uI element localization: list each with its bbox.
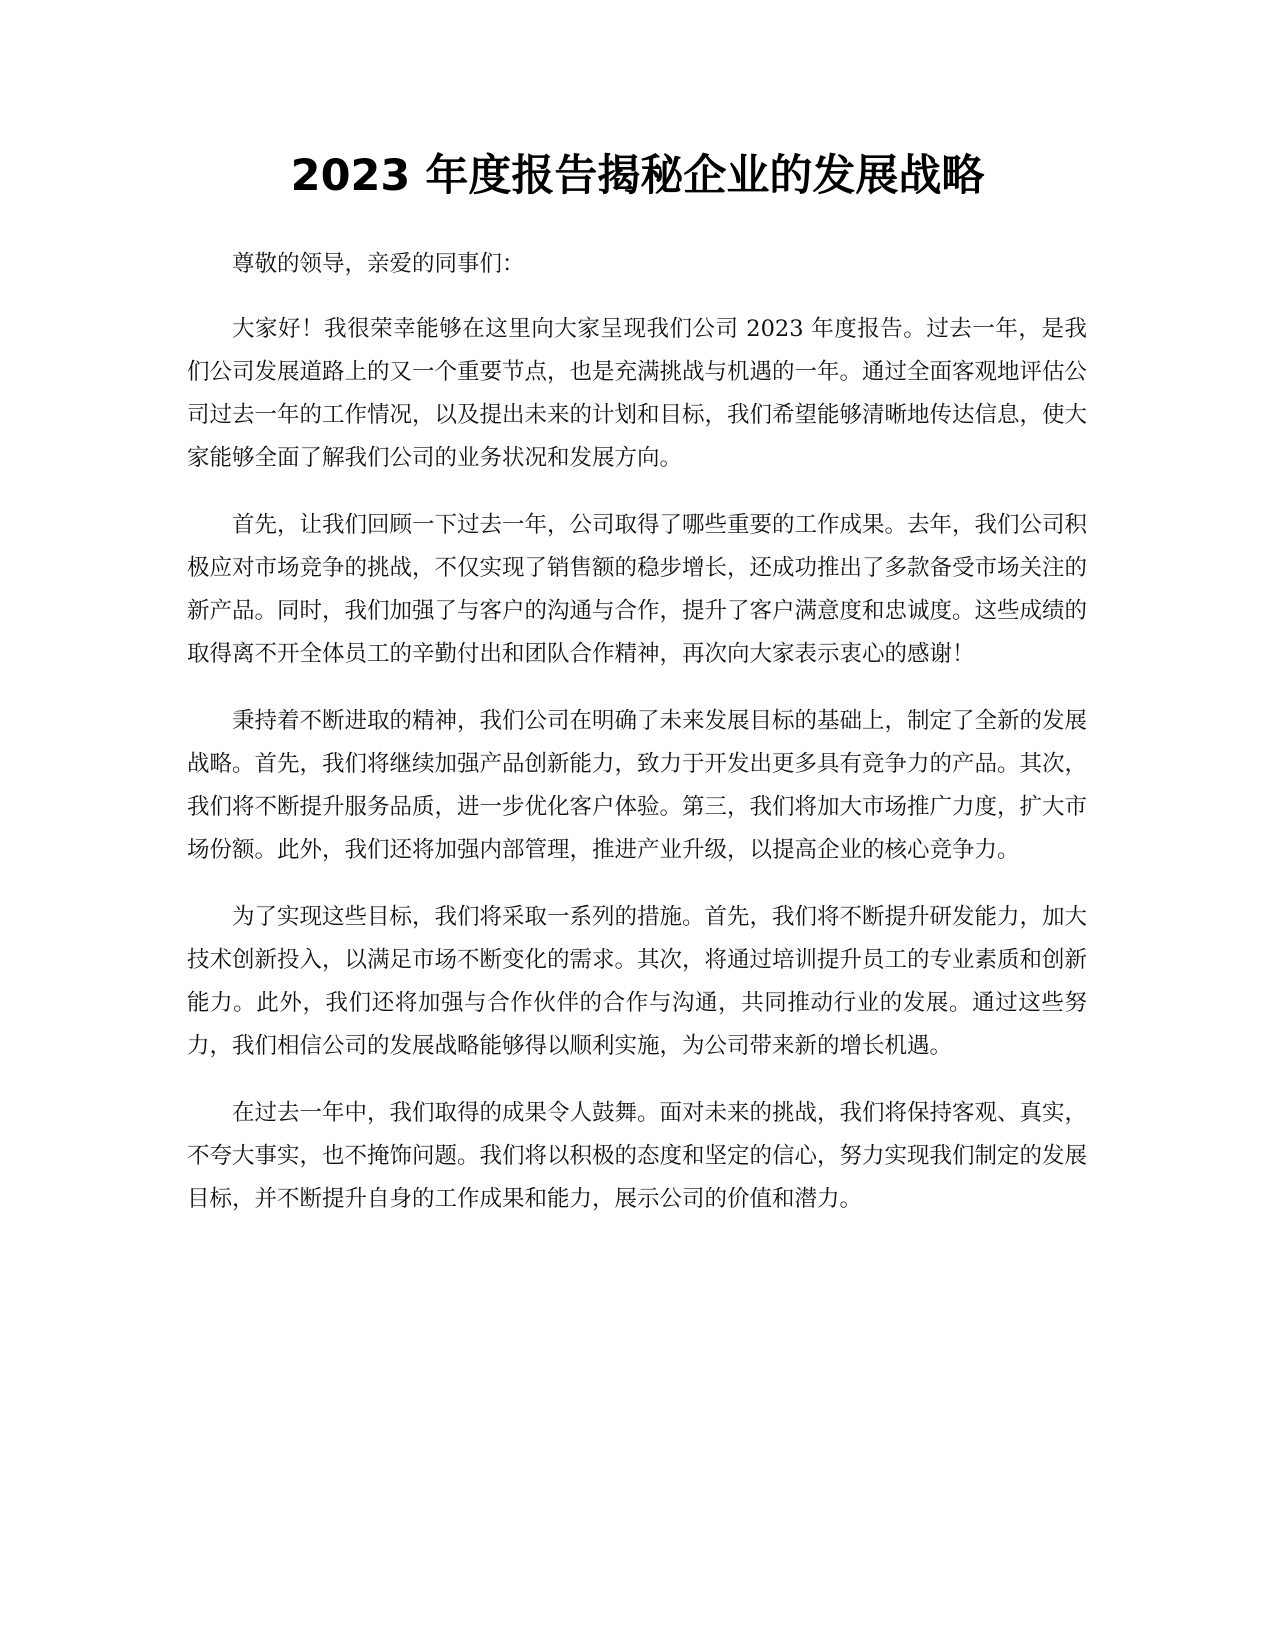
paragraph: 在过去一年中，我们取得的成果令人鼓舞。面对未来的挑战，我们将保持客观、真实，不夸大事实，也不掩饰问题。我们将以积极的态度和坚定的信心，努力实现我们制定的发展目标，并不断提升自身的工作成果和能力，展示公司的价值和潜力。 xyxy=(187,1100,1088,1212)
paragraph: 大家好！我很荣幸能够在这里向大家呈现我们公司 2023 年度报告。过去一年，是我们公司发展道路上的又一个重要节点，也是充满挑战与机遇的一年。通过全面客观地评估公司过去一年的工作情况，以及提出未来的计划和目标，我们希望能够清晰地传达信息，使大家能够全面了解我们公司的业务状况和发展方向。 xyxy=(187,316,1088,471)
document-title: 2023 年度报告揭秘企业的发展战略 xyxy=(290,151,985,201)
document-body xyxy=(187,243,1087,1245)
paragraph: 秉持着不断进取的精神，我们公司在明确了未来发展目标的基础上，制定了全新的发展战略。首先，我们将继续加强产品创新能力，致力于开发出更多具有竞争力的产品。其次，我们将不断提升服务品质，进一步优化客户体验。第三，我们将加大市场推广力度，扩大市场份额。此外，我们还将加强内部管理，推进产业升级，以提高企业的核心竞争力。 xyxy=(187,708,1088,863)
salutation: 尊敬的领导，亲爱的同事们： xyxy=(232,251,525,277)
paragraph: 为了实现这些目标，我们将采取一系列的措施。首先，我们将不断提升研发能力，加大技术创新投入，以满足市场不断变化的需求。其次，将通过培训提升员工的专业素质和创新能力。此外，我们还将加强与合作伙伴的合作与沟通，共同推动行业的发展。通过这些努力，我们相信公司的发展战略能够得以顺利实施，为公司带来新的增长机遇。 xyxy=(187,904,1088,1059)
paragraph: 首先，让我们回顾一下过去一年，公司取得了哪些重要的工作成果。去年，我们公司积极应对市场竞争的挑战，不仅实现了销售额的稳步增长，还成功推出了多款备受市场关注的新产品。同时，我们加强了与客户的沟通与合作，提升了客户满意度和忠诚度。这些成绩的取得离不开全体员工的辛勤付出和团队合作精神，再次向大家表示衷心的感谢！ xyxy=(187,512,1088,667)
